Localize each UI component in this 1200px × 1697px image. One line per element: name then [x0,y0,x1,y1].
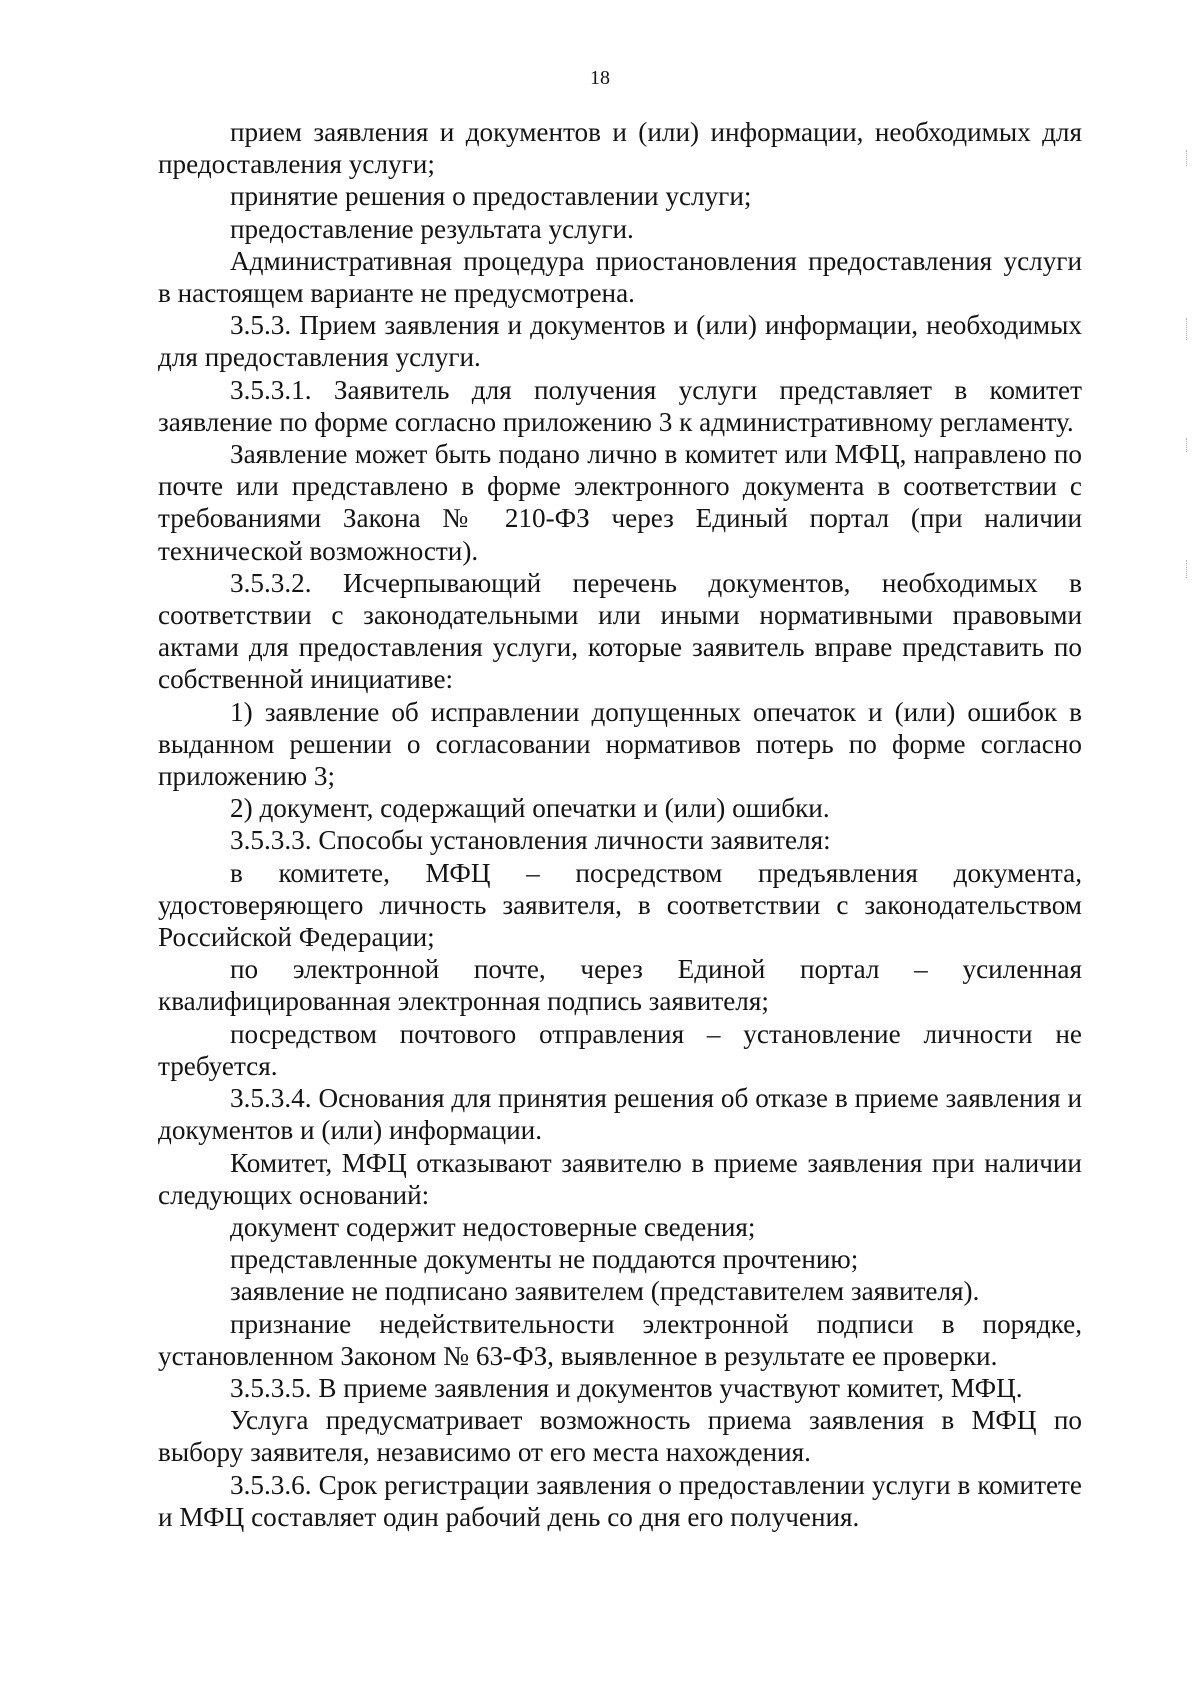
paragraph: принятие решения о предоставлении услуги; [230,181,752,212]
paragraph: предоставление результата услуги. [230,213,634,244]
section-heading: 3.5.3.3. Способы установления личности заявителя: [230,825,831,856]
list-item: документ содержит недостоверные сведения; [230,1211,756,1242]
paragraph: Административная процедура приостановления предоставления услуги в настоящем варианте не предусмотрена. [158,245,1082,309]
document-body [158,116,1082,1533]
scan-edge-mark [1186,560,1188,578]
paragraph: Заявление может быть подано лично в комитет или МФЦ, направлено по почте или представлено в форме электронного документа в соответствии с требованиями Закона № 210-ФЗ через Единый портал (при наличии технической возможности). [158,439,1082,566]
list-item: 1) заявление об исправлении допущенных опечаток и (или) ошибок в выданном решении о согласовании нормативов потерь по форме согласно приложению 3; [158,696,1082,792]
paragraph: посредством почтового отправления – установление личности не требуется. [158,1018,1082,1081]
list-item: представленные документы не поддаются прочтению; [230,1244,859,1275]
section-heading: 3.5.3. Прием заявления и документов и (или) информации, необходимых для предоставления услуги. [158,310,1082,373]
paragraph: по электронной почте, через Единой портал – усиленная квалифицированная электронная подпись заявителя; [158,954,1082,1017]
section-heading: 3.5.3.2. Исчерпывающий перечень документов, необходимых в соответствии с законодательными или иными нормативными правовыми актами для предоставления услуги, которые заявитель вправе представить по собственной инициативе: [158,567,1082,695]
scan-edge-mark [1186,150,1188,166]
section-heading: 3.5.3.6. Срок регистрации заявления о предоставлении услуги в комитете и МФЦ составляет один рабочий день со дня его получения. [158,1469,1082,1532]
section-heading: 3.5.3.5. В приеме заявления и документов участвуют комитет, МФЦ. [230,1372,1023,1403]
scan-edge-mark [1186,318,1188,340]
list-item: заявление не подписано заявителем (представителем заявителя). [230,1276,980,1307]
paragraph: Комитет, МФЦ отказывают заявителю в приеме заявления при наличии следующих оснований: [158,1147,1082,1210]
list-item: 2) документ, содержащий опечатки и (или) ошибки. [230,793,830,824]
paragraph: Услуга предусматривает возможность приема заявления в МФЦ по выбору заявителя, независимо от его места нахождения. [158,1405,1082,1468]
list-item: признание недействительности электронной подписи в порядке, установленном Законом № 63-ФЗ, выявленное в результате ее проверки. [158,1308,1082,1371]
section-heading: 3.5.3.4. Основания для принятия решения об отказе в приеме заявления и документов и (или) информации. [158,1083,1082,1146]
scan-edge-mark [1186,438,1188,452]
paragraph: прием заявления и документов и (или) информации, необходимых для предоставления услуги; [158,117,1082,180]
page-number: 18 [590,67,610,89]
paragraph: в комитете, МФЦ – посредством предъявления документа, удостоверяющего личность заявителя, в соответствии с законодательством Российской Федерации; [158,857,1082,953]
section-heading: 3.5.3.1. Заявитель для получения услуги представляет в комитет заявление по форме согласно приложению 3 к административному регламенту. [158,374,1082,437]
